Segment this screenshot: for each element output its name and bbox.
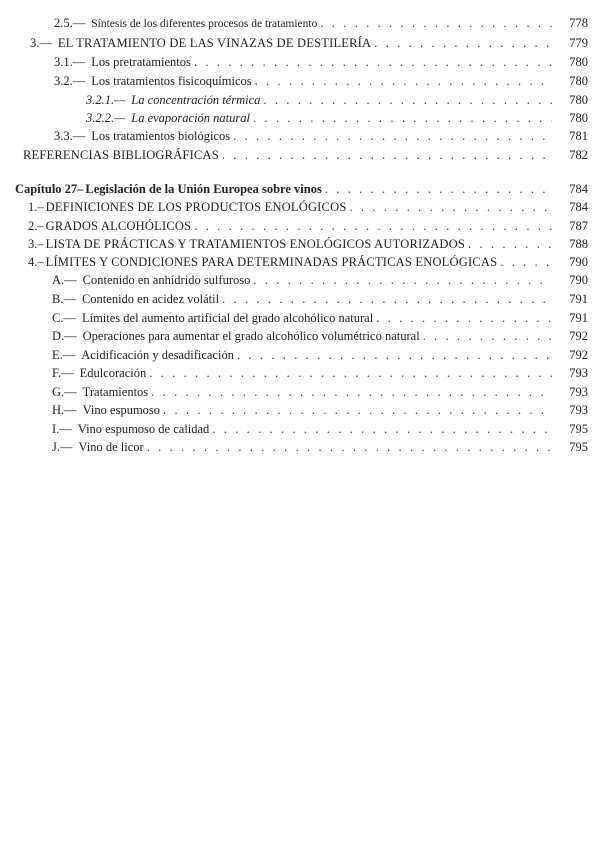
entry-page: 793	[569, 385, 588, 399]
entry-title: La concentración térmica	[131, 93, 261, 107]
toc-entry-3-2-2	[0, 109, 600, 127]
entry-title: Los tratamientos biológicos	[91, 129, 231, 143]
entry-title: DEFINICIONES DE LOS PRODUCTOS ENOLÓGICOS	[45, 200, 347, 214]
entry-page: 791	[569, 292, 588, 306]
entry-title: Operaciones para aumentar el grado alcohólico volumétrico natural	[82, 329, 420, 343]
entry-page: 784	[569, 182, 588, 196]
entry-number: F.—	[52, 366, 74, 380]
entry-page: 790	[569, 273, 588, 287]
toc-entry-3-3	[0, 127, 600, 145]
dot-leader	[230, 127, 552, 145]
entry-title: Síntesis de los diferentes procesos de tratamiento	[91, 18, 318, 30]
entry-title: Contenido en anhídrido sulfuroso	[82, 273, 251, 287]
entry-number: 3.3.—	[54, 129, 86, 143]
dot-leader	[209, 420, 552, 438]
dot-leader	[250, 271, 552, 289]
entry-title: Vino espumoso de calidad	[77, 422, 210, 436]
dot-leader	[234, 346, 552, 364]
entry-number: E.—	[52, 348, 76, 362]
dot-leader	[146, 364, 552, 382]
toc-entry-3-2-1	[0, 91, 600, 109]
dot-leader	[497, 253, 552, 271]
entry-title: La evaporación natural	[131, 111, 250, 125]
entry-number: 3.2.—	[54, 74, 86, 88]
entry-page: 793	[569, 403, 588, 417]
dot-leader	[250, 109, 552, 127]
entry-page: 793	[569, 366, 588, 380]
entry-page: 795	[569, 440, 588, 454]
entry-page: 788	[569, 237, 588, 251]
toc-entry-c27-4d	[0, 327, 600, 345]
entry-number: 3.2.1.—	[86, 93, 126, 107]
entry-page: 784	[569, 200, 588, 214]
entry-number: 3.2.2.—	[86, 111, 126, 125]
entry-title: Los tratamientos fisicoquímicos	[91, 74, 252, 88]
toc-entry-c27-4g	[0, 383, 600, 401]
toc-entry-c27-4	[0, 253, 600, 271]
toc-entry-c27-4j	[0, 438, 600, 456]
dot-leader	[317, 14, 552, 32]
entry-title: Vino de licor	[78, 440, 144, 454]
dot-leader	[219, 290, 552, 308]
dot-leader	[148, 383, 552, 401]
toc-entry-3	[0, 34, 600, 52]
entry-number: J.—	[52, 440, 73, 454]
toc-entry-3-1	[0, 53, 600, 71]
entry-number: 1.–	[28, 200, 44, 214]
entry-number: I.—	[52, 422, 72, 436]
entry-page: 791	[569, 311, 588, 325]
toc-entry-2-5	[0, 14, 600, 32]
entry-page: 787	[569, 219, 588, 233]
toc-chapter-27	[0, 180, 600, 198]
entry-title: EL TRATAMIENTO DE LAS VINAZAS DE DESTILERÍA	[57, 36, 372, 50]
chapter-number: Capítulo 27–	[15, 182, 84, 196]
entry-page: 790	[569, 255, 588, 269]
entry-number: 2.5.—	[54, 16, 86, 30]
dot-leader	[373, 309, 552, 327]
entry-page: 779	[569, 36, 588, 50]
entry-title: Contenido en acidez volátil	[81, 292, 220, 306]
toc-entry-c27-4i	[0, 420, 600, 438]
entry-title: Acidificación y desadificación	[81, 348, 234, 362]
dot-leader	[160, 401, 552, 419]
entry-title: Vino espumoso	[82, 403, 161, 417]
entry-number: 3.1.—	[54, 55, 86, 69]
toc-entry-c27-4f	[0, 364, 600, 382]
entry-page: 780	[569, 93, 588, 107]
entry-title: Los pretratamientos	[91, 55, 191, 69]
dot-leader	[219, 146, 552, 164]
entry-page: 780	[569, 74, 588, 88]
entry-page: 792	[569, 329, 588, 343]
dot-leader	[465, 235, 552, 253]
dot-leader	[260, 91, 552, 109]
dot-leader	[346, 198, 552, 216]
dot-leader	[252, 72, 552, 90]
entry-number: D.—	[52, 329, 77, 343]
toc-entry-references	[0, 146, 600, 164]
dot-leader	[322, 180, 552, 198]
entry-page: 781	[569, 129, 588, 143]
toc-entry-c27-4b	[0, 290, 600, 308]
entry-number: 4.–	[28, 255, 44, 269]
entry-page: 782	[569, 148, 588, 162]
toc-entry-c27-1	[0, 198, 600, 216]
entry-title: Tratamientos	[82, 385, 149, 399]
dot-leader	[371, 34, 552, 52]
toc-entry-3-2	[0, 72, 600, 90]
entry-page: 792	[569, 348, 588, 362]
dot-leader	[191, 53, 552, 71]
entry-title: GRADOS ALCOHÓLICOS	[45, 219, 192, 233]
entry-number: B.—	[52, 292, 76, 306]
entry-page: 795	[569, 422, 588, 436]
toc-entry-c27-2	[0, 217, 600, 235]
toc-entry-c27-4e	[0, 346, 600, 364]
toc-entry-c27-4h	[0, 401, 600, 419]
dot-leader	[144, 438, 552, 456]
chapter-title: Legislación de la Unión Europea sobre vinos	[85, 182, 322, 196]
entry-number: H.—	[52, 403, 77, 417]
entry-title: Límites del aumento artificial del grado alcohólico natural	[81, 311, 374, 325]
toc-entry-c27-4c	[0, 309, 600, 327]
entry-number: C.—	[52, 311, 76, 325]
entry-title: LISTA DE PRÁCTICAS Y TRATAMIENTOS ENOLÓGICOS AUTORIZADOS	[45, 237, 466, 251]
entry-number: G.—	[52, 385, 77, 399]
dot-leader	[191, 217, 552, 235]
dot-leader	[420, 327, 552, 345]
entry-page: 780	[569, 55, 588, 69]
entry-title: LÍMITES Y CONDICIONES PARA DETERMINADAS PRÁCTICAS ENOLÓGICAS	[45, 255, 498, 269]
toc-entry-c27-4a	[0, 271, 600, 289]
entry-number: 3.—	[30, 36, 52, 50]
entry-title: REFERENCIAS BIBLIOGRÁFICAS	[23, 148, 219, 162]
entry-title: Edulcoración	[79, 366, 147, 380]
entry-page: 780	[569, 111, 588, 125]
entry-number: 3.–	[28, 237, 44, 251]
entry-number: 2.–	[28, 219, 44, 233]
entry-number: A.—	[52, 273, 77, 287]
toc-entry-c27-3	[0, 235, 600, 253]
entry-page: 778	[569, 16, 588, 30]
